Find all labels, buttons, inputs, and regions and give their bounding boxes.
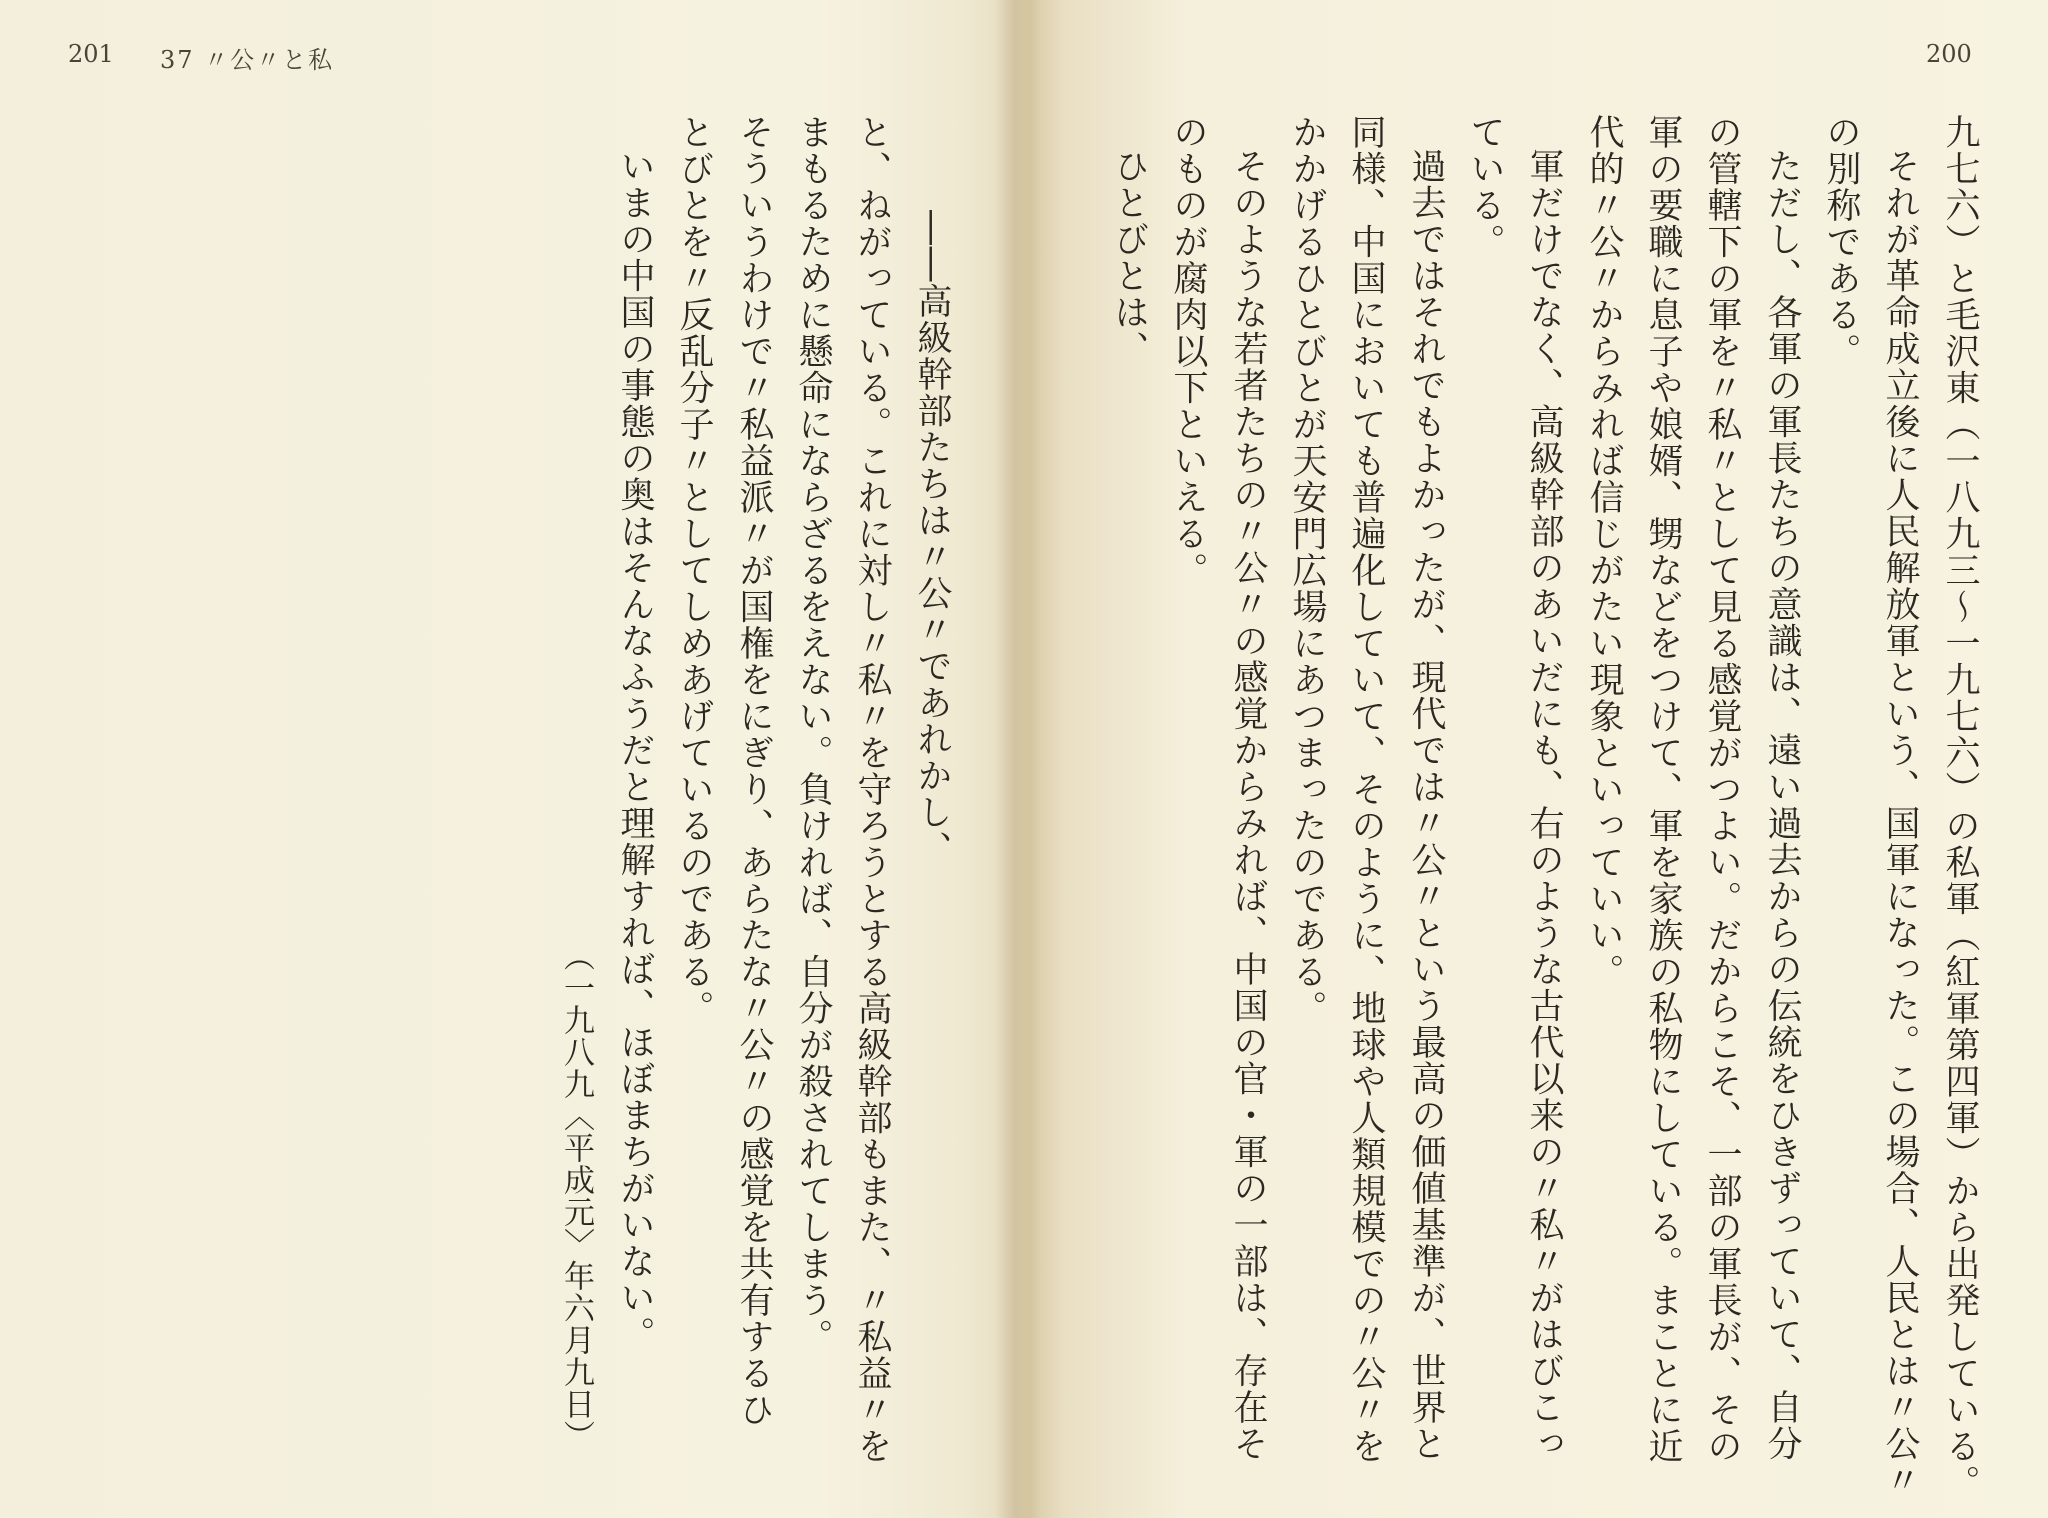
- text-column: そういうわけで〃私益派〃が国権をにぎり、あらたな〃公〃の感覚を共有するひ: [734, 114, 774, 1428]
- text-column: 九七六）と毛沢東（一八九三～一九七六）の私軍（紅軍第四軍）から出発している。: [1940, 114, 1980, 1501]
- text-column: とびとを〃反乱分子〃としてしめあげているのである。: [674, 114, 714, 1027]
- text-column: いまの中国の事態の奥はそんなふうだと理解すれば、ほぼまちがいない。: [615, 148, 655, 1353]
- text-column: それが革命成立後に人民解放軍という、国軍になった。この場合、人民とは〃公〃: [1880, 148, 1920, 1499]
- text-column: そのような若者たちの〃公〃の感覚からみれば、中国の官・軍の一部は、存在そ: [1228, 148, 1268, 1462]
- text-column: ――高級幹部たちは〃公〃であれかし、: [912, 210, 952, 867]
- text-column: かかげるひとびとが天安門広場にあつまったのである。: [1287, 114, 1327, 1027]
- right-page-number: 200: [1926, 40, 1972, 68]
- text-column: 軍の要職に息子や娘婿、甥などをつけて、軍を家族の私物にしている。まことに近: [1643, 114, 1683, 1465]
- date-line: （一九八九〈平成元〉年六月九日）: [558, 940, 594, 1452]
- text-column: のものが腐肉以下といえる。: [1168, 114, 1208, 589]
- text-column: 過去ではそれでもよかったが、現代では〃公〃という最高の価値基準が、世界と: [1406, 148, 1446, 1462]
- text-column: ただし、各軍の軍長たちの意識は、遠い過去からの伝統をひきずっていて、自分: [1762, 148, 1802, 1462]
- text-column: 同様、中国においても普遍化していて、そのように、地球や人類規模での〃公〃を: [1346, 114, 1386, 1465]
- text-column: 代的〃公〃からみれば信じがたい現象といっていい。: [1584, 114, 1624, 990]
- text-column: と、ねがっている。これに対し〃私〃を守ろうとする高級幹部もまた、〃私益〃を: [852, 114, 892, 1465]
- left-page-number: 201: [68, 40, 114, 68]
- book-gutter: [994, 0, 1040, 1518]
- text-column: まもるために懸命にならざるをえない。負ければ、自分が殺されてしまう。: [793, 114, 833, 1355]
- text-column: ている。: [1465, 114, 1505, 260]
- text-column: 軍だけでなく、高級幹部のあいだにも、右のような古代以来の〃私〃がはびこっ: [1524, 148, 1564, 1462]
- running-head: 37 〃公〃と私: [160, 46, 335, 74]
- text-column: ひとびとは、: [1109, 148, 1149, 367]
- text-column: の別称である。: [1821, 114, 1861, 370]
- text-column: の管轄下の軍を〃私〃として見る感覚がつよい。だからこそ、一部の軍長が、その: [1702, 114, 1742, 1465]
